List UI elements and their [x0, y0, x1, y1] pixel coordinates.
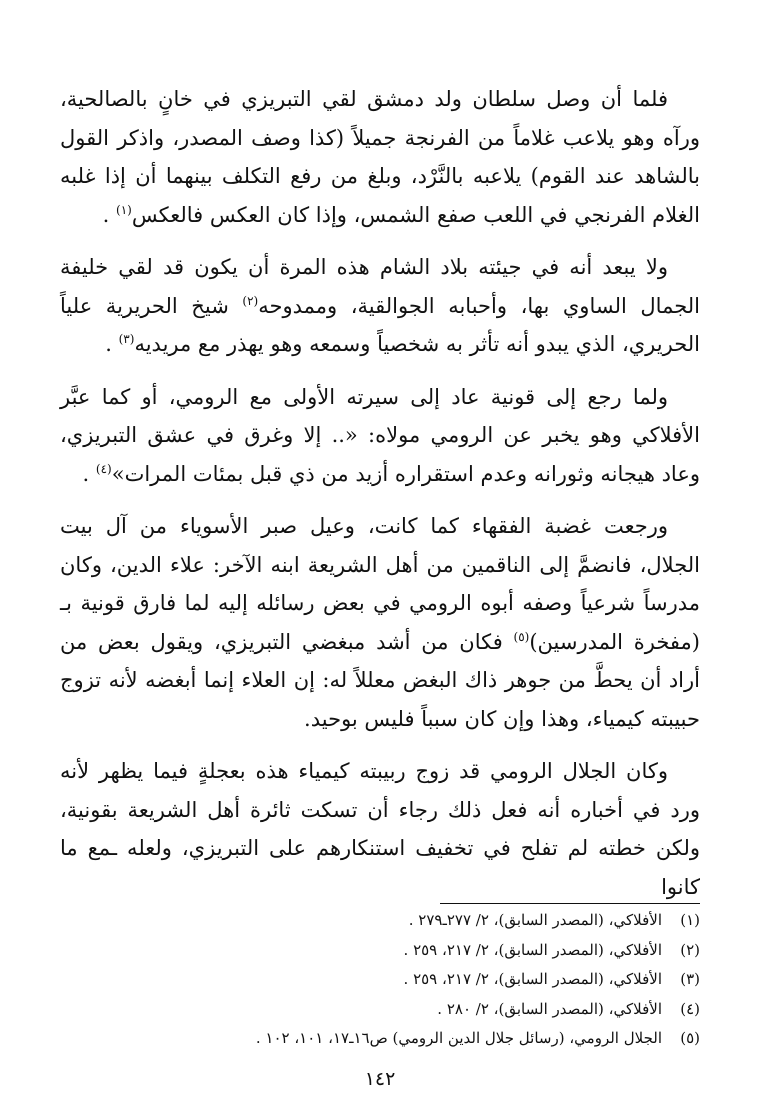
paragraph-text: شيخ الحريرية علياً الحريري، الذي يبدو أنه تأثر به شخصياً وسمعه وهو يهذر مع مريديه: [60, 293, 700, 356]
footnote-number: (١): [680, 911, 700, 929]
paragraph-text: ورجعت غضبة الفقهاء كما كانت، وعيل صبر الأسوياء من آل بيت الجلال، فانضمَّ إلى الناقمين من أهل الشريعة ابنه الآخر: علاء الدين، وكان مدرساً شرعياً وصفه أبوه الرومي في بعض رسائله إليه لما فارق قونية بـ (مفخرة المدرسين): [60, 514, 700, 654]
paragraph-text: .: [105, 332, 119, 356]
footnote-number: (٤): [680, 999, 700, 1018]
paragraph: [60, 378, 700, 494]
footnote-reference: (٣): [118, 332, 135, 346]
footnote: [60, 995, 700, 1025]
footnotes-list: [60, 906, 700, 1054]
paragraph: [60, 507, 700, 738]
paragraph-text: فكان من أشد مبغضي التبريزي، ويقول بعض من أراد أن يحطَّ من جوهر ذاك البغض معللاً له: إن العلاء إنما أبغضه لأنه تزوج حبيبته كيمياء، وهذا وإن كان سبباً فليس بوحيد.: [60, 629, 700, 731]
footnote: [60, 965, 700, 995]
footnote: [60, 1024, 700, 1054]
body-text: [60, 80, 700, 906]
paragraph: [60, 248, 700, 364]
footnote-text: الجلال الرومي، (رسائل جلال الدين الرومي) ص١٦ـ١٧، ١٠١، ١٠٢ .: [255, 1029, 662, 1047]
footnote-text: الأفلاكي، (المصدر السابق)، ٢/ ٢٨٠ .: [437, 999, 662, 1018]
footnote-reference: (٢): [242, 293, 259, 308]
paragraph-text: ولما رجع إلى قونية عاد إلى سيرته الأولى مع الرومي، أو كما عبَّر الأفلاكي وهو يخبر عن الرومي مولاه: «.. إلا وغرق في عشق التبريزي، وعاد هيجانه وثورانه وعدم استقراره أزيد من ذي قبل بمئات المرات»: [60, 384, 700, 486]
footnote-divider: [440, 903, 700, 904]
page-number: ١٤٢: [364, 1068, 396, 1090]
paragraph-text: وكان الجلال الرومي قد زوج ربيبته كيمياء هذه بعجلةٍ فيما يظهر لأنه ورد في أخباره أنه فعل ذلك رجاء أن تسكت ثائرة أهل الشريعة بقونية، ولكن خطته لم تفلح في تخفيف استنكارهم على التبريزي، ولعله ـمع ما كانوا: [60, 759, 700, 899]
paragraph-gap: [60, 234, 700, 248]
footnote: [60, 936, 700, 966]
paragraph-text: ولا يبعد أنه في جيئته بلاد الشام هذه المرة أن يكون قد لقي خليفة الجمال الساوي بها، وأحبابه الجوالقية، وممدوحه: [60, 255, 700, 318]
footnote-number: (٢): [680, 940, 700, 959]
footnote-text: الأفلاكي، (المصدر السابق)، ٢/ ٢١٧، ٢٥٩ .: [403, 940, 662, 959]
footnote-reference: (١): [116, 202, 132, 217]
footnote-reference: (٥): [513, 629, 530, 644]
footnote-number: (٥): [680, 1029, 700, 1047]
footnote: [60, 906, 700, 936]
footnote-number: (٣): [680, 970, 700, 988]
paragraph-text: .: [82, 461, 96, 486]
paragraph: [60, 752, 700, 906]
footnote-text: الأفلاكي، (المصدر السابق)، ٢/ ٢١٧، ٢٥٩ .: [403, 970, 662, 988]
footnote-text: الأفلاكي، (المصدر السابق)، ٢/ ٢٧٧ـ٢٧٩ .: [408, 911, 662, 929]
footnote-reference: (٤): [95, 461, 112, 476]
paragraph-gap: [60, 493, 700, 507]
paragraph: [60, 80, 700, 234]
paragraph-text: فلما أن وصل سلطان ولد دمشق لقي التبريزي في خانٍ بالصالحية، ورآه وهو يلاعب غلاماً من الفرنجة جميلاً (كذا وصف المصدر، واذكر القول بالشاهد عند القوم) يلاعبه بالنَّرْد، وبلغ من رفع التكلف بينهما أن إذا غلبه الغلام الفرنجي في اللعب صفع الشمس، وإذا كان العكس فالعكس: [60, 87, 700, 227]
paragraph-gap: [60, 364, 700, 378]
paragraph-text: .: [102, 202, 117, 227]
paragraph-gap: [60, 738, 700, 752]
